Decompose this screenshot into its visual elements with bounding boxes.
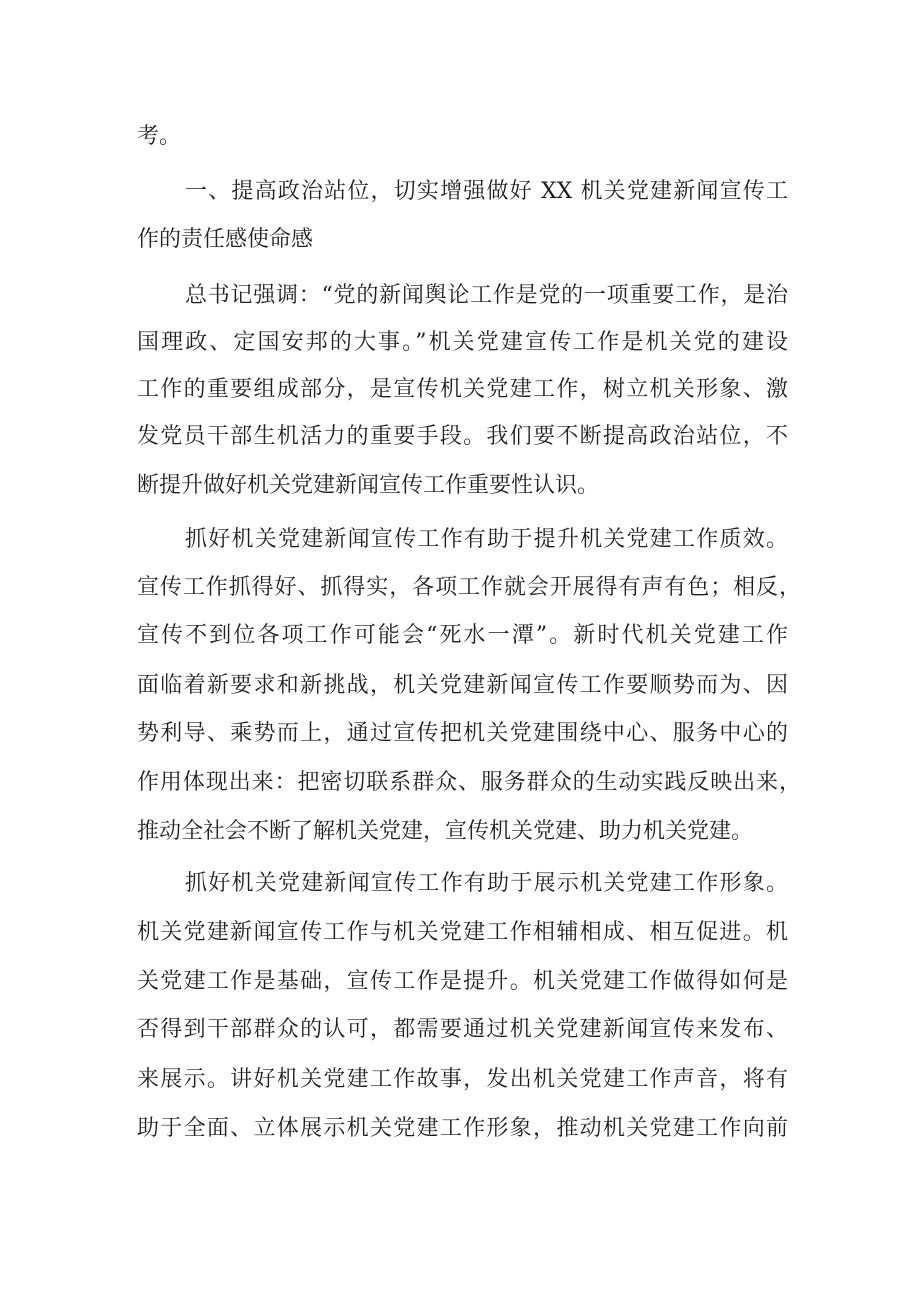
text-line: 来展示。讲好机关党建工作故事，发出机关党建工作声音，将有	[137, 1067, 788, 1092]
text-line: 作用体现出来：把密切联系群众、服务群众的生动实践反映出来，	[137, 770, 801, 795]
text-line: 断提升做好机关党建新闻宣传工作重要性认识。	[137, 473, 600, 498]
text-line: 工作的重要组成部分，是宣传机关党建工作，树立机关形象、激	[137, 377, 788, 402]
text-line: 考。	[137, 124, 182, 149]
text-line: 关党建工作是基础，宣传工作是提升。机关党建工作做得如何是	[137, 969, 788, 994]
text-line: 抓好机关党建新闻宣传工作有助于提升机关党建工作质效。	[185, 527, 788, 552]
text-line: 发党员干部生机活力的重要手段。我们要不断提高政治站位，不	[137, 424, 788, 449]
text-line: 抓好机关党建新闻宣传工作有助于展示机关党建工作形象。	[185, 871, 788, 896]
text-line: 势利导、乘势而上，通过宣传把机关党建围绕中心、服务中心的	[137, 721, 788, 746]
text-line: 推动全社会不断了解机关党建，宣传机关党建、助力机关党建。	[137, 819, 754, 844]
text-line: 国理政、定国安邦的大事。”机关党建宣传工作是机关党的建设	[137, 330, 788, 355]
heading-line: 作的责任感使命感	[137, 227, 314, 252]
text-line: 机关党建新闻宣传工作与机关党建工作相辅相成、相互促进。机	[137, 920, 788, 945]
text-line: 宣传不到位各项工作可能会“死水一潭”。新时代机关党建工作	[137, 623, 788, 648]
text-line: 宣传工作抓得好、抓得实，各项工作就会开展得有声有色；相反，	[137, 575, 801, 600]
text-line: 否得到干部群众的认可，都需要通过机关党建新闻宣传来发布、	[137, 1017, 788, 1042]
heading-line: 一、提高政治站位，切实增强做好 XX 机关党建新闻宣传工	[185, 179, 788, 204]
text-line: 面临着新要求和新挑战，机关党建新闻宣传工作要顺势而为、因	[137, 673, 788, 698]
text-line: 助于全面、立体展示机关党建工作形象，推动机关党建工作向前	[137, 1116, 788, 1141]
text-line: 总书记强调：“党的新闻舆论工作是党的一项重要工作，是治	[185, 283, 788, 308]
